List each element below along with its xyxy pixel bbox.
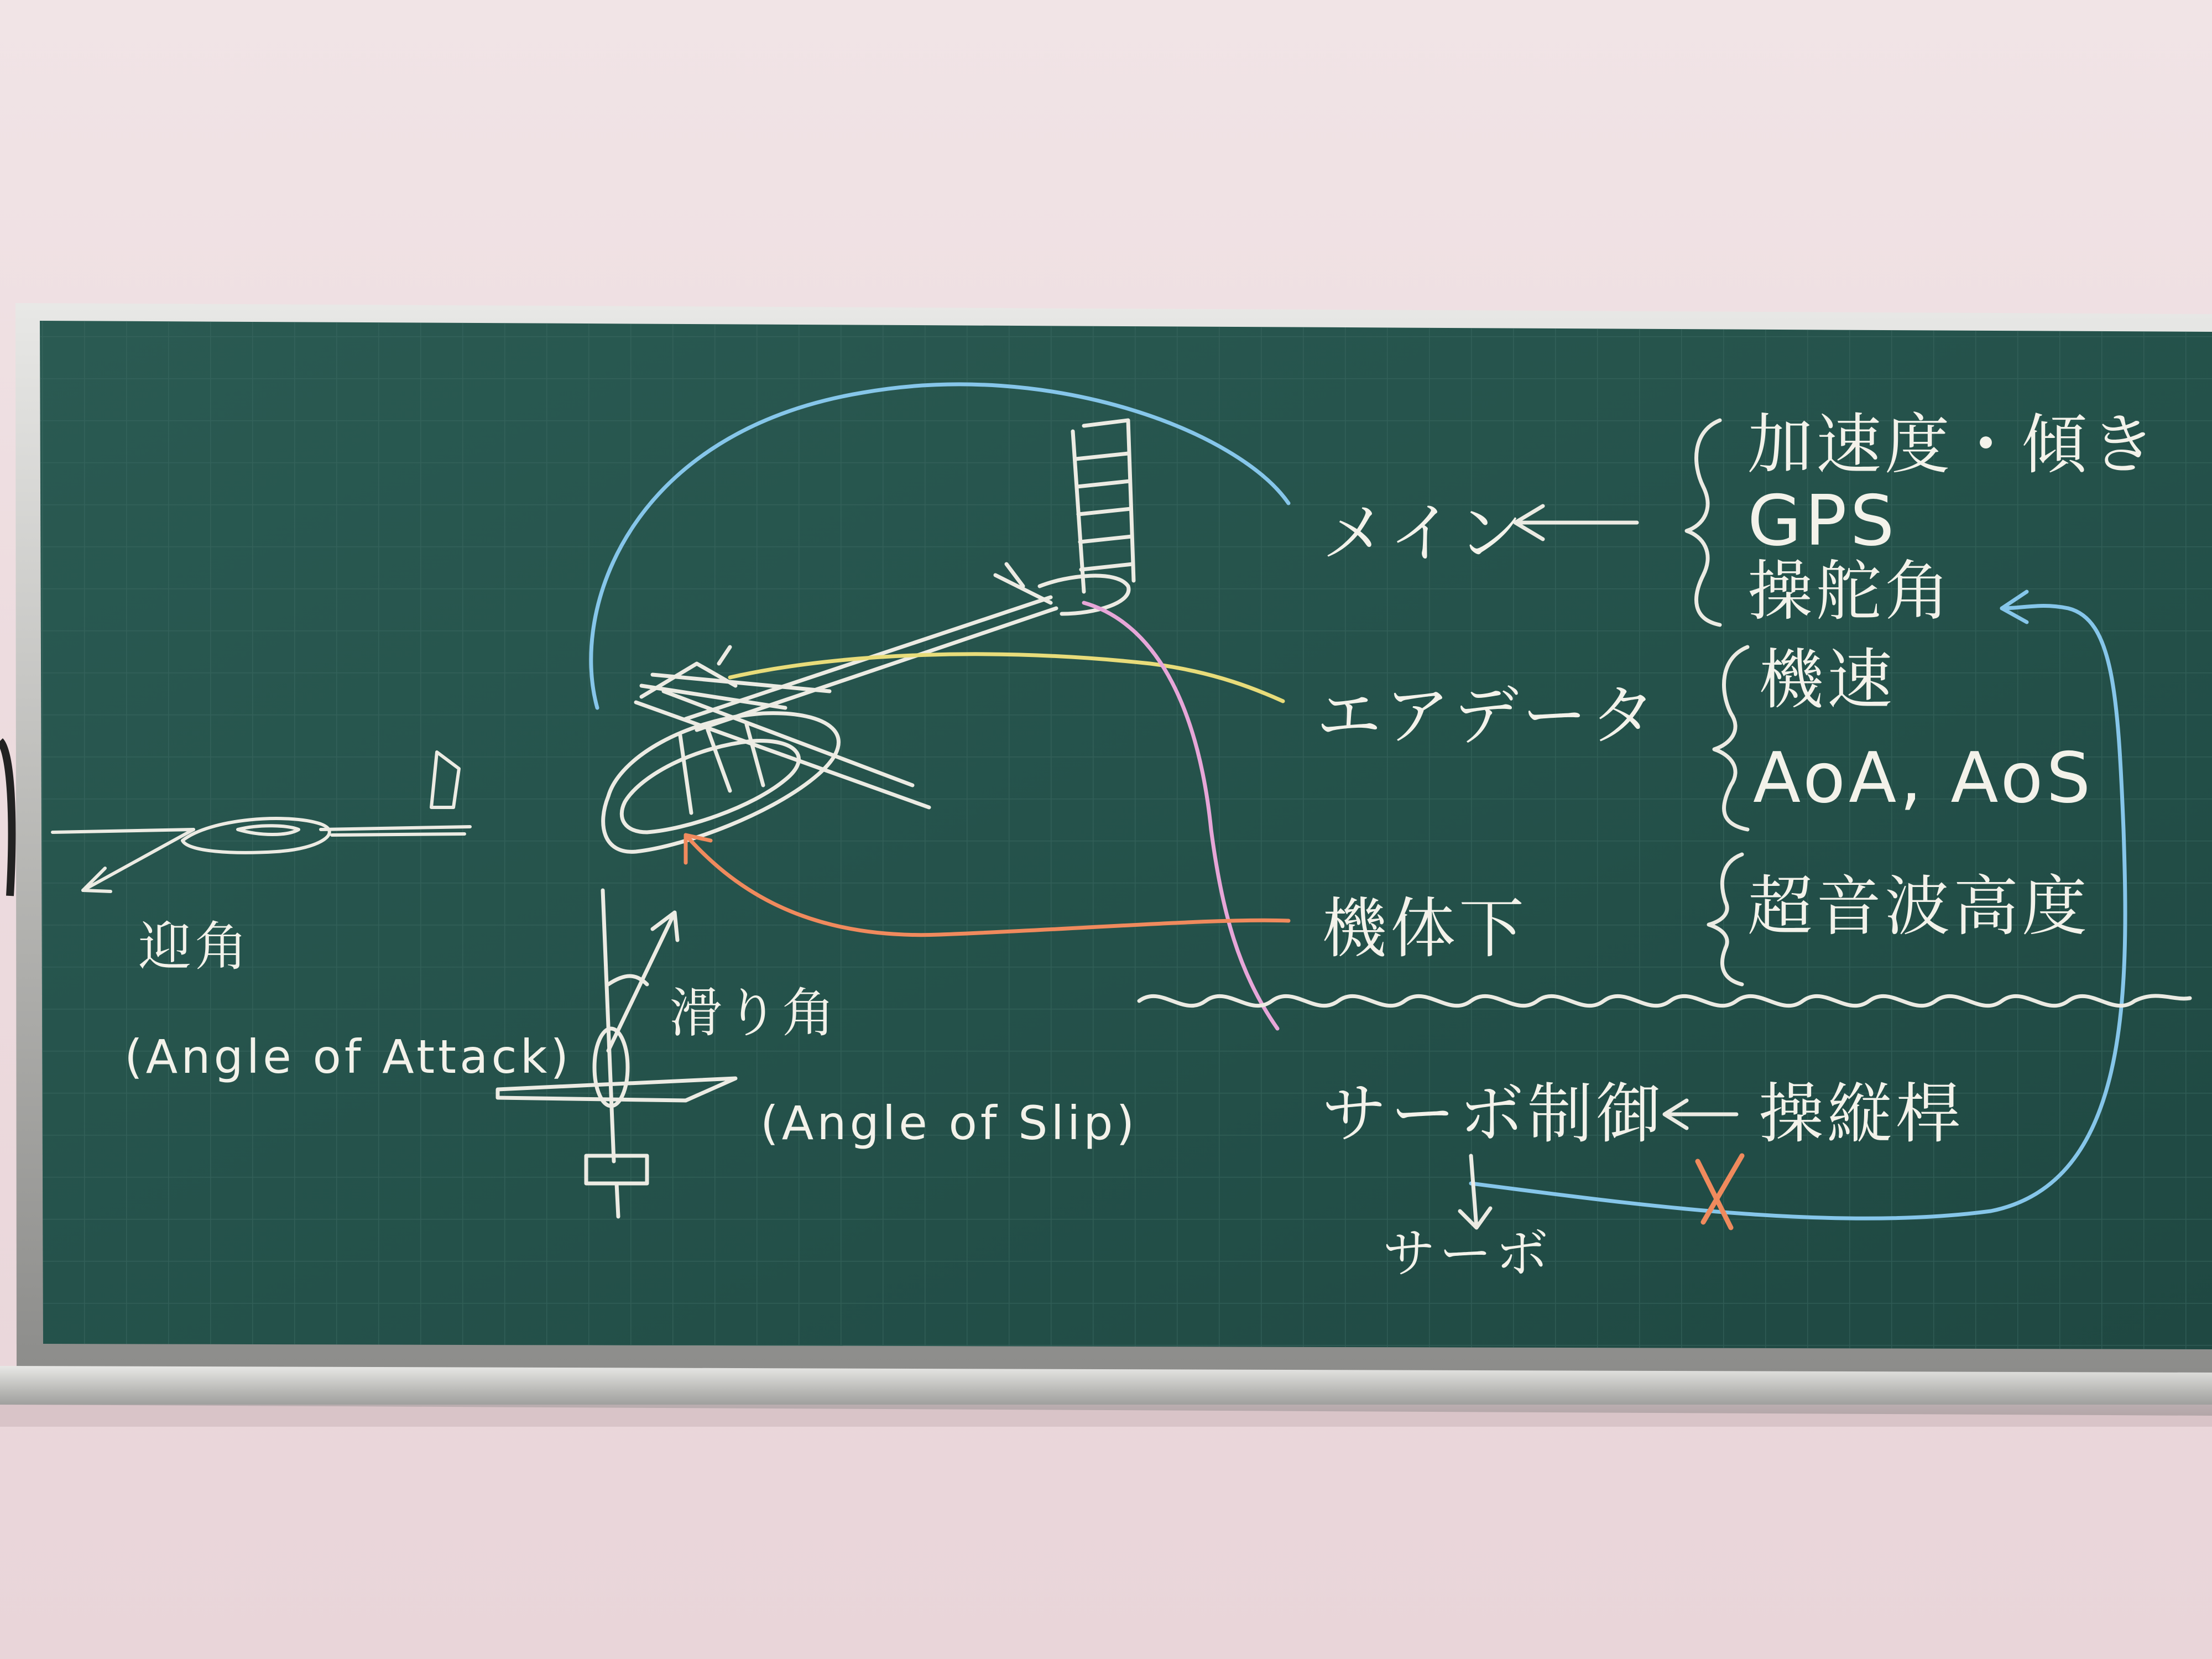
label-rudder-angle: 操舵角 — [1747, 553, 1954, 629]
cable — [0, 741, 12, 896]
label-angle-of-slip-en: (Angle of Slip) — [760, 1096, 1138, 1150]
label-accel-tilt: 加速度・傾き — [1747, 406, 2159, 483]
label-servo-control: サーボ制御 — [1322, 1076, 1665, 1152]
label-airdata: エアデータ — [1316, 677, 1660, 754]
label-servo: サーボ — [1383, 1223, 1552, 1285]
label-control-stick: 操縦桿 — [1759, 1076, 1965, 1152]
label-ultrasonic-altitude: 超音波高度 — [1747, 868, 2091, 945]
label-angle-of-attack-en: (Angle of Attack) — [124, 1030, 572, 1084]
label-angle-of-attack-jp: 迎角 — [138, 916, 251, 978]
tray-shadow — [0, 1405, 2212, 1427]
label-angle-of-slip-jp: 滑り角 — [669, 982, 838, 1044]
label-airspeed: 機速 — [1759, 641, 1896, 718]
label-gps: GPS — [1747, 480, 1898, 561]
label-main: メイン — [1322, 495, 1526, 571]
label-aoa-aos: AoA, AoS — [1753, 737, 2094, 818]
label-underbody: 機体下 — [1322, 890, 1528, 967]
